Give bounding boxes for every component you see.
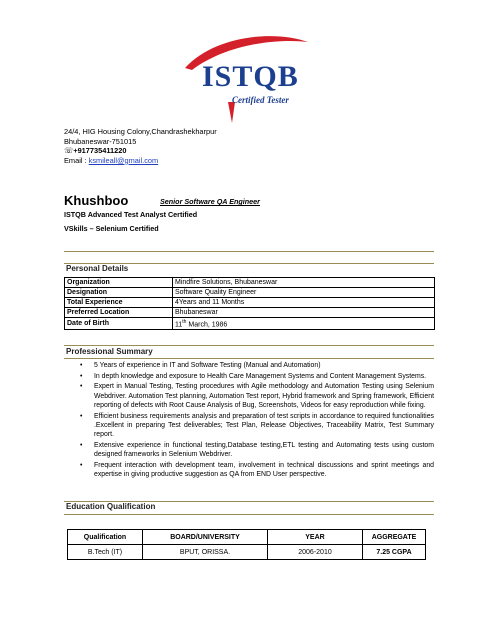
address-line-2: Bhubaneswar-751015 bbox=[64, 136, 137, 146]
table-row bbox=[65, 278, 435, 288]
email-line bbox=[64, 156, 217, 166]
phone-number-text: +917735411220 bbox=[73, 146, 127, 156]
column-header: AGGREGATE bbox=[363, 530, 426, 545]
certification-istqb: ISTQB Advanced Test Analyst Certified bbox=[64, 210, 198, 219]
list-item bbox=[80, 361, 434, 370]
list-item-text: Expert in Manual Testing, Testing procedures with Agile methodology and Automation Testing using Selenium Webdriver. Automation Test planning, Automation Test report, Hybrid framework and Spring framework, Efficient reporting of defects with Root Cause Analysis of Bug, Screenshots, Videos for easy reproduction while fixing. bbox=[94, 383, 434, 409]
bullet-icon: • bbox=[80, 442, 83, 449]
dob-day: 11 bbox=[175, 321, 183, 329]
email-label: Email : bbox=[64, 155, 89, 165]
list-item bbox=[80, 441, 434, 460]
table-cell-label: Organization bbox=[65, 278, 173, 288]
table-cell-value: Mindfire Solutions, Bhubaneswar bbox=[173, 278, 435, 288]
table-cell: B.Tech (IT) bbox=[68, 545, 143, 560]
table-cell-value bbox=[173, 318, 435, 330]
table-cell: 2006-2010 bbox=[268, 545, 363, 560]
certification-vskills: VSkills – Selenium Certified bbox=[64, 224, 159, 233]
table-cell-label: Date of Birth bbox=[65, 318, 173, 330]
dob-rest: March, 1986 bbox=[186, 321, 228, 329]
phone-icon: ☏ bbox=[64, 146, 74, 156]
bullet-icon: • bbox=[80, 362, 83, 369]
list-item bbox=[80, 461, 434, 480]
table-cell-label: Total Experience bbox=[65, 298, 173, 308]
table-cell-label: Designation bbox=[65, 288, 173, 298]
address-line-1: 24/4, HIG Housing Colony,Chandrashekharpur bbox=[64, 127, 217, 136]
table-cell: 7.25 CGPA bbox=[363, 545, 426, 560]
section-title-personal: Personal Details bbox=[66, 264, 129, 273]
divider bbox=[64, 358, 434, 359]
list-item bbox=[80, 412, 434, 440]
summary-list bbox=[80, 361, 434, 481]
table-row bbox=[65, 298, 435, 308]
table-cell-value: Bhubaneswar bbox=[173, 308, 435, 318]
section-title-summary: Professional Summary bbox=[66, 347, 153, 356]
email-link[interactable]: ksmileall@gmail.com bbox=[88, 155, 159, 165]
divider bbox=[64, 514, 434, 515]
bullet-icon: • bbox=[80, 383, 83, 391]
bullet-icon: • bbox=[80, 372, 83, 380]
table-row bbox=[65, 308, 435, 318]
column-header: BOARD/UNIVERSITY bbox=[143, 530, 268, 545]
section-title-education: Education Qualification bbox=[66, 502, 156, 511]
personal-details-table bbox=[64, 277, 435, 330]
column-header: Qualification bbox=[68, 530, 143, 545]
table-cell-value: 4Years and 11 Months bbox=[173, 298, 435, 308]
logo-sub-text: Certified Tester bbox=[232, 95, 289, 105]
education-table bbox=[67, 529, 426, 560]
contact-block bbox=[64, 127, 217, 165]
list-item-text: Efficient business requirements analysis and preparation of test scripts in accordance to required functionalities .Excellent in preparing Test deliverables; Test Plan, Release Objectives, Traceability Matrix, Test Summary report. bbox=[94, 412, 434, 439]
table-cell: BPUT, ORISSA. bbox=[143, 545, 268, 560]
dob-suffix: th bbox=[182, 319, 187, 325]
table-cell-label: Preferred Location bbox=[65, 308, 173, 318]
candidate-name: Khushboo bbox=[64, 193, 129, 208]
list-item-text: 5 Years of experience in IT and Software Testing (Manual and Automation) bbox=[94, 362, 321, 369]
istqb-logo bbox=[180, 30, 315, 125]
table-cell-value: Software Quality Engineer bbox=[173, 288, 435, 298]
table-row bbox=[65, 288, 435, 298]
list-item bbox=[80, 382, 434, 410]
bullet-icon: • bbox=[80, 412, 83, 420]
list-item-text: Extensive experience in functional testing,Database testing,ETL testing and Automating tests using custom designed frameworks in Selenium Webdriver. bbox=[94, 442, 434, 459]
table-header-row bbox=[68, 530, 426, 545]
column-header: YEAR bbox=[268, 530, 363, 545]
divider bbox=[64, 345, 434, 346]
candidate-role: Senior Software QA Engineer bbox=[160, 197, 260, 206]
logo-main-text: ISTQB bbox=[202, 60, 299, 93]
list-item-text: In depth knowledge and exposure to Health Care Management Systems and Content Management Systems. bbox=[94, 372, 427, 380]
phone-number bbox=[64, 146, 217, 156]
table-row bbox=[68, 545, 426, 560]
list-item-text: Frequent interaction with development team, involvement in technical discussions and sprint meetings and expertise in giving productive suggestion as QA from END User perspective. bbox=[94, 462, 434, 479]
bullet-icon: • bbox=[80, 462, 83, 469]
table-row bbox=[65, 318, 435, 330]
list-item bbox=[80, 372, 434, 381]
divider bbox=[64, 251, 434, 252]
